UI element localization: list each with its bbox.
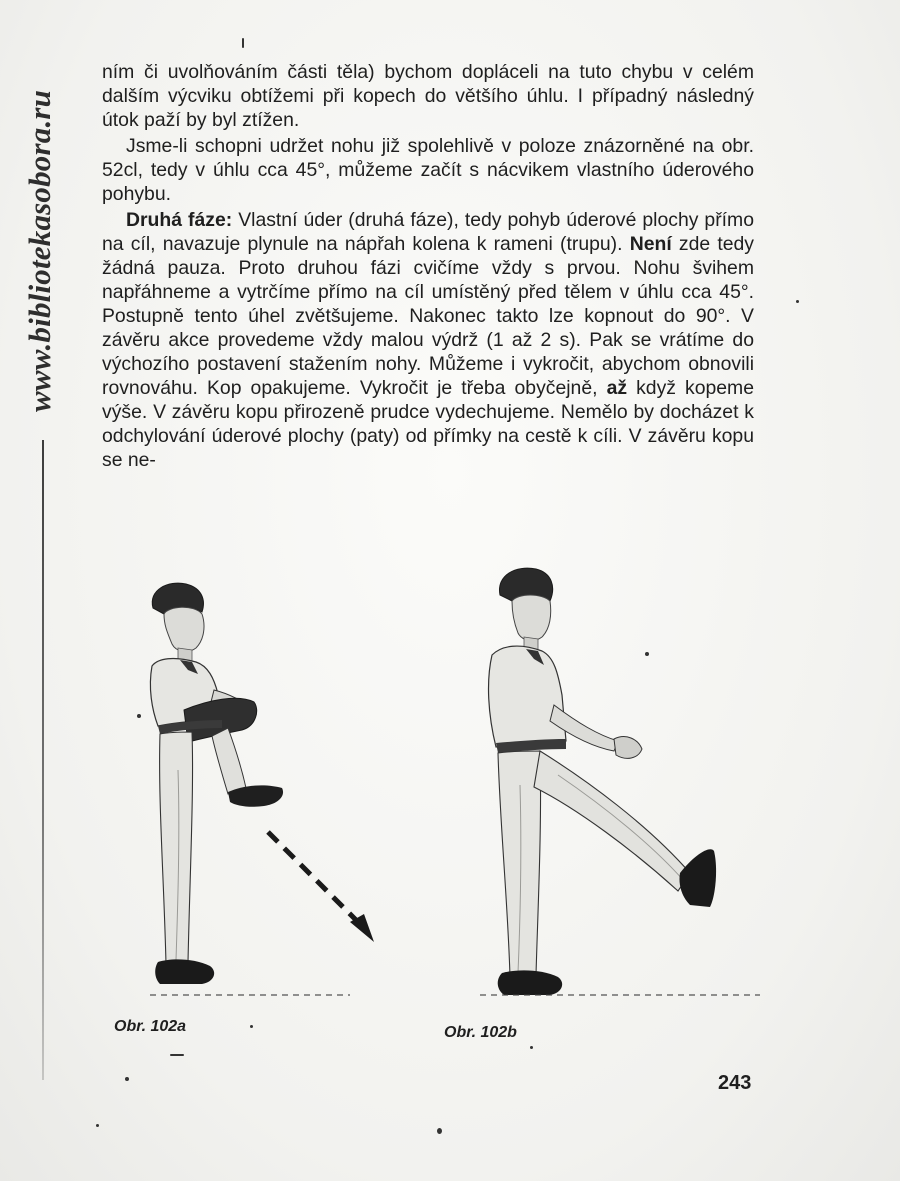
scan-speck — [96, 1124, 99, 1127]
figure-102a-illustration — [118, 570, 398, 1010]
scan-speck — [796, 300, 799, 303]
ground-line-a — [150, 994, 350, 996]
paragraph-3-part-2: zde tedy žádná pauza. Proto druhou fázi cvičíme vždy s prvou. Nohu švihem napřáhneme a vytrčíme přímo na cíl umístěný před tělem v úhlu cca 45°. Postupně tento úhel zvětšujeme. Nakonec takto lze kopnout do 90°. V závěru akce provedeme vždy malou výdrž (1 až 2 s). Pak se vrátíme do výchozího postavení stažením nohy. Můžeme i vykročit, abychom obnovili rovnováhu. Kop opakujeme. Vykročit je třeba obyčejně, — [102, 233, 754, 399]
emphasis-az: až — [606, 377, 628, 399]
figure-102b-caption: Obr. 102b — [444, 1024, 517, 1041]
figure-102a-caption: Obr. 102a — [114, 1018, 187, 1035]
margin-scan-line — [42, 440, 44, 1080]
body-text — [102, 60, 754, 472]
scan-speck — [645, 652, 649, 656]
paragraph-3-part-3: když kopeme výše. V závěru kopu přirozeně prudce vydechujeme. Nemělo by docházet k odchylování úderové plochy (paty) od přímky na cestě k cíli. V závěru kopu se ne- — [102, 377, 754, 471]
emphasis-neni: Není — [629, 233, 672, 255]
figure-102b-illustration — [458, 555, 768, 1010]
scan-speck — [437, 1128, 442, 1134]
scan-speck — [137, 714, 141, 718]
page-number: 243 — [718, 1072, 752, 1094]
paragraph-3 — [102, 208, 754, 472]
paragraph-3-part-1: Vlastní úder (druhá fáze), tedy pohyb úderové plochy přímo na cíl, navazuje plynule na nápřah kolena k rameni (trupu). — [102, 209, 754, 255]
scan-speck — [250, 1025, 253, 1028]
scan-speck — [530, 1046, 533, 1049]
watermark-url: www.bibliotekasobora.ru — [22, 89, 57, 412]
scan-speck — [170, 1054, 184, 1056]
paragraph-1: ním či uvolňováním části těla) bychom dopláceli na tuto chybu v celém dalším výcviku obtížemi při kopech do většího úhlu. I případný následný útok paží by byl ztížen. — [102, 61, 754, 131]
ground-line-b — [480, 994, 760, 996]
scan-speck — [125, 1077, 129, 1081]
paragraph-2: Jsme-li schopni udržet nohu již spolehlivě v poloze znázorněné na obr. 52cl, tedy v úhlu cca 45°, můžeme začít s nácvikem vlastního úderového pohybu. — [102, 135, 754, 205]
section-heading-second-phase: Druhá fáze: — [126, 209, 233, 231]
scan-speck — [242, 38, 244, 48]
